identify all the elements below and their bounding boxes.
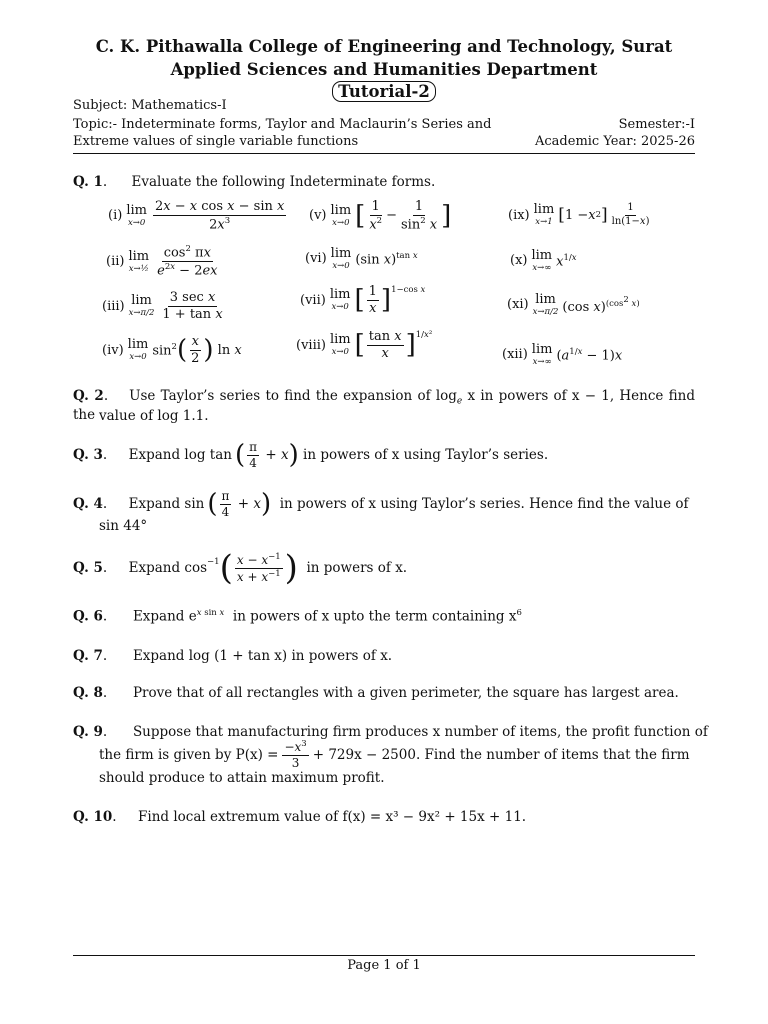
q3-text-a: Expand log tan [128, 447, 232, 464]
q9-label: Q. 9 [73, 724, 103, 740]
q6-label: Q. 6 [73, 608, 103, 625]
item-number: (xii) [502, 347, 528, 363]
semester: Semester:-I [618, 117, 695, 132]
q9-text-b: the firm is given by P(x) = [99, 746, 279, 763]
q9-line-3: should produce to attain maximum profit. [99, 770, 385, 786]
q7-text: Expand log (1 + tan x) in powers of x. [132, 648, 393, 664]
limit-ii: (ii) lim x→½ $\frac{\cos^2 \pi x}{e^{2x} - 2ex}$ [106, 244, 218, 279]
item-number: (iv) [102, 342, 124, 358]
q2-text-b: x in powers of x − 1, Hence find the [73, 388, 695, 423]
q6-text-b: in powers of x upto the term containing x [232, 608, 517, 625]
q5-text-a: Expand cos [128, 560, 208, 576]
item-number: (v) [309, 208, 327, 224]
q8-text: Prove that of all rectangles with a given perimeter, the square has largest area. [132, 685, 679, 701]
q7: Q. 7. Expand log (1 + tan x) in powers of x. [73, 648, 393, 664]
item-number: (iii) [102, 298, 125, 314]
topic-line-1: Topic:- Indeterminate forms, Taylor and Maclaurin’s Series and [73, 117, 492, 132]
q8-label: Q. 8 [73, 685, 103, 701]
limit-vi: (vi) lim x→0 (sin x)$^{tan x}$ [305, 246, 418, 271]
topic-line-2: Extreme values of single variable functions [73, 134, 359, 149]
q4: Q. 4 . Expand sin ( $\frac{\pi}{4}$ + x ) in powers of x using Taylor’s series. Hence find the value of [73, 489, 689, 520]
limit-ix: (ix) lim x→1 [ 1 − x 2 ] $\frac{1}{\ln(1-x)}$ [508, 202, 650, 228]
item-number: (xi) [507, 297, 529, 313]
q7-label: Q. 7 [73, 648, 103, 664]
page-number: Page 1 of 1 [347, 958, 421, 973]
q9-text-c: + 729x − 2500. Find the number of items that the firm [312, 746, 690, 763]
limit-i: (i) lim x→0 $\frac{\text{2x − x cos x − sin x}}{2x^3}$ [108, 199, 285, 232]
item-number: (vii) [300, 292, 326, 308]
q1: Q. 1. Evaluate the following Indeterminate forms. [73, 174, 436, 190]
q6: Q. 6. Expand $e^{x sin x}$ in powers of x upto the term containing $x^6$ [73, 608, 522, 625]
q5-text-b: in powers of x. [306, 560, 408, 576]
limit-xii: (xii) lim x→∞ $(a^{1/x} - 1)x$ [502, 342, 623, 367]
header-rule [73, 153, 695, 154]
limit-viii: (viii) lim x→0 [ $\frac{\text{tan x}}{x}$ ] $^{1/x ^2}$ [296, 329, 433, 361]
q9-text-a: Suppose that manufacturing firm produces x number of items, the profit function of [132, 724, 708, 740]
q8: Q. 8. Prove that of all rectangles with a given perimeter, the square has largest area. [73, 685, 679, 701]
q2-label: Q. 2 [73, 388, 104, 404]
q3: Q. 3 . Expand log tan ( $\frac{\pi}{4}$ + x ) in powers of x using Taylor’s series. [73, 440, 549, 471]
q10-text: Find local extremum value of f(x) = x³ − 9x² + 15x + 11. [138, 809, 527, 825]
subject: Subject: Mathematics-I [73, 98, 227, 113]
item-number: (ix) [508, 207, 530, 223]
q1-text: Evaluate the following Indeterminate forms. [131, 174, 436, 190]
q4-text-a: Expand sin [128, 496, 205, 513]
q5: Q. 5 . Expand cos $^{-1}$ ( $\frac{x - x^{-1}}{x + x^{-1}}$ ) in powers of x. [73, 548, 408, 588]
limit-x: (x) lim x→∞ $x^{1/x}$ [510, 248, 577, 273]
tutorial-badge: Tutorial-2 [332, 81, 436, 102]
q3-text-b: in powers of x using Taylor’s series. [303, 447, 549, 464]
footer-rule [73, 955, 695, 956]
q10: Q. 10. Find local extremum value of f(x) = x³ − 9x² + 15x + 11. [73, 809, 527, 825]
q9: Q. 9. Suppose that manufacturing firm produces x number of items, the profit function of [73, 724, 708, 740]
academic-year: Academic Year: 2025-26 [535, 134, 695, 149]
item-number: (viii) [296, 337, 326, 353]
limit-vii: (vii) lim x→0 [ $\frac{1}{x}$ ] $^{1-cos x}$ [300, 284, 426, 316]
q3-label: Q. 3 [73, 447, 103, 464]
q5-label: Q. 5 [73, 560, 103, 576]
limit-iii: (iii) lim x→π/2 $\frac{\text{3 sec x}}{\text{1 + tan x}}$ [102, 290, 223, 322]
q6-text-a: Expand e [132, 608, 197, 625]
q2-continued: value of log 1.1. [99, 408, 209, 424]
item-number: (x) [510, 253, 528, 269]
department-title: Applied Sciences and Humanities Department [170, 60, 598, 79]
q10-label: Q. 10 [73, 809, 113, 825]
item-number: (vi) [305, 251, 327, 267]
q4-label: Q. 4 [73, 496, 103, 513]
item-number: (i) [108, 208, 123, 224]
college-title: C. K. Pithawalla College of Engineering and Technology, Surat [95, 37, 673, 56]
limit-v: (v) lim x→0 [ $\frac{1}{x^2}$ − $\frac{1}{\sin^2 x}$ ] [309, 199, 452, 232]
q1-label: Q. 1 [73, 174, 103, 190]
q4-text-b: in powers of x using Taylor’s series. Hence find the value of [279, 496, 689, 513]
q4-continued: sin 44° [99, 518, 148, 534]
item-number: (ii) [106, 253, 125, 269]
q9-line-2: the firm is given by P(x) = $\frac{-x^3}{3}$ + 729x − 2500. Find the number of items that the firm [99, 739, 690, 770]
q2-text-a: Use Taylor’s series to find the expansion of log [129, 388, 457, 404]
q2: Q. 2. Use Taylor’s series to find the expansion of $\log_e x$ in powers of x − 1, Hence find the [73, 388, 695, 423]
limit-xi: (xi) lim x→π/2 (cos x)$^{(cos^2 x)}$ [507, 292, 640, 317]
limit-iv: (iv) lim x→0 $\sin^2$ ( $\frac{x}{2}$ ) ln x [102, 334, 242, 366]
